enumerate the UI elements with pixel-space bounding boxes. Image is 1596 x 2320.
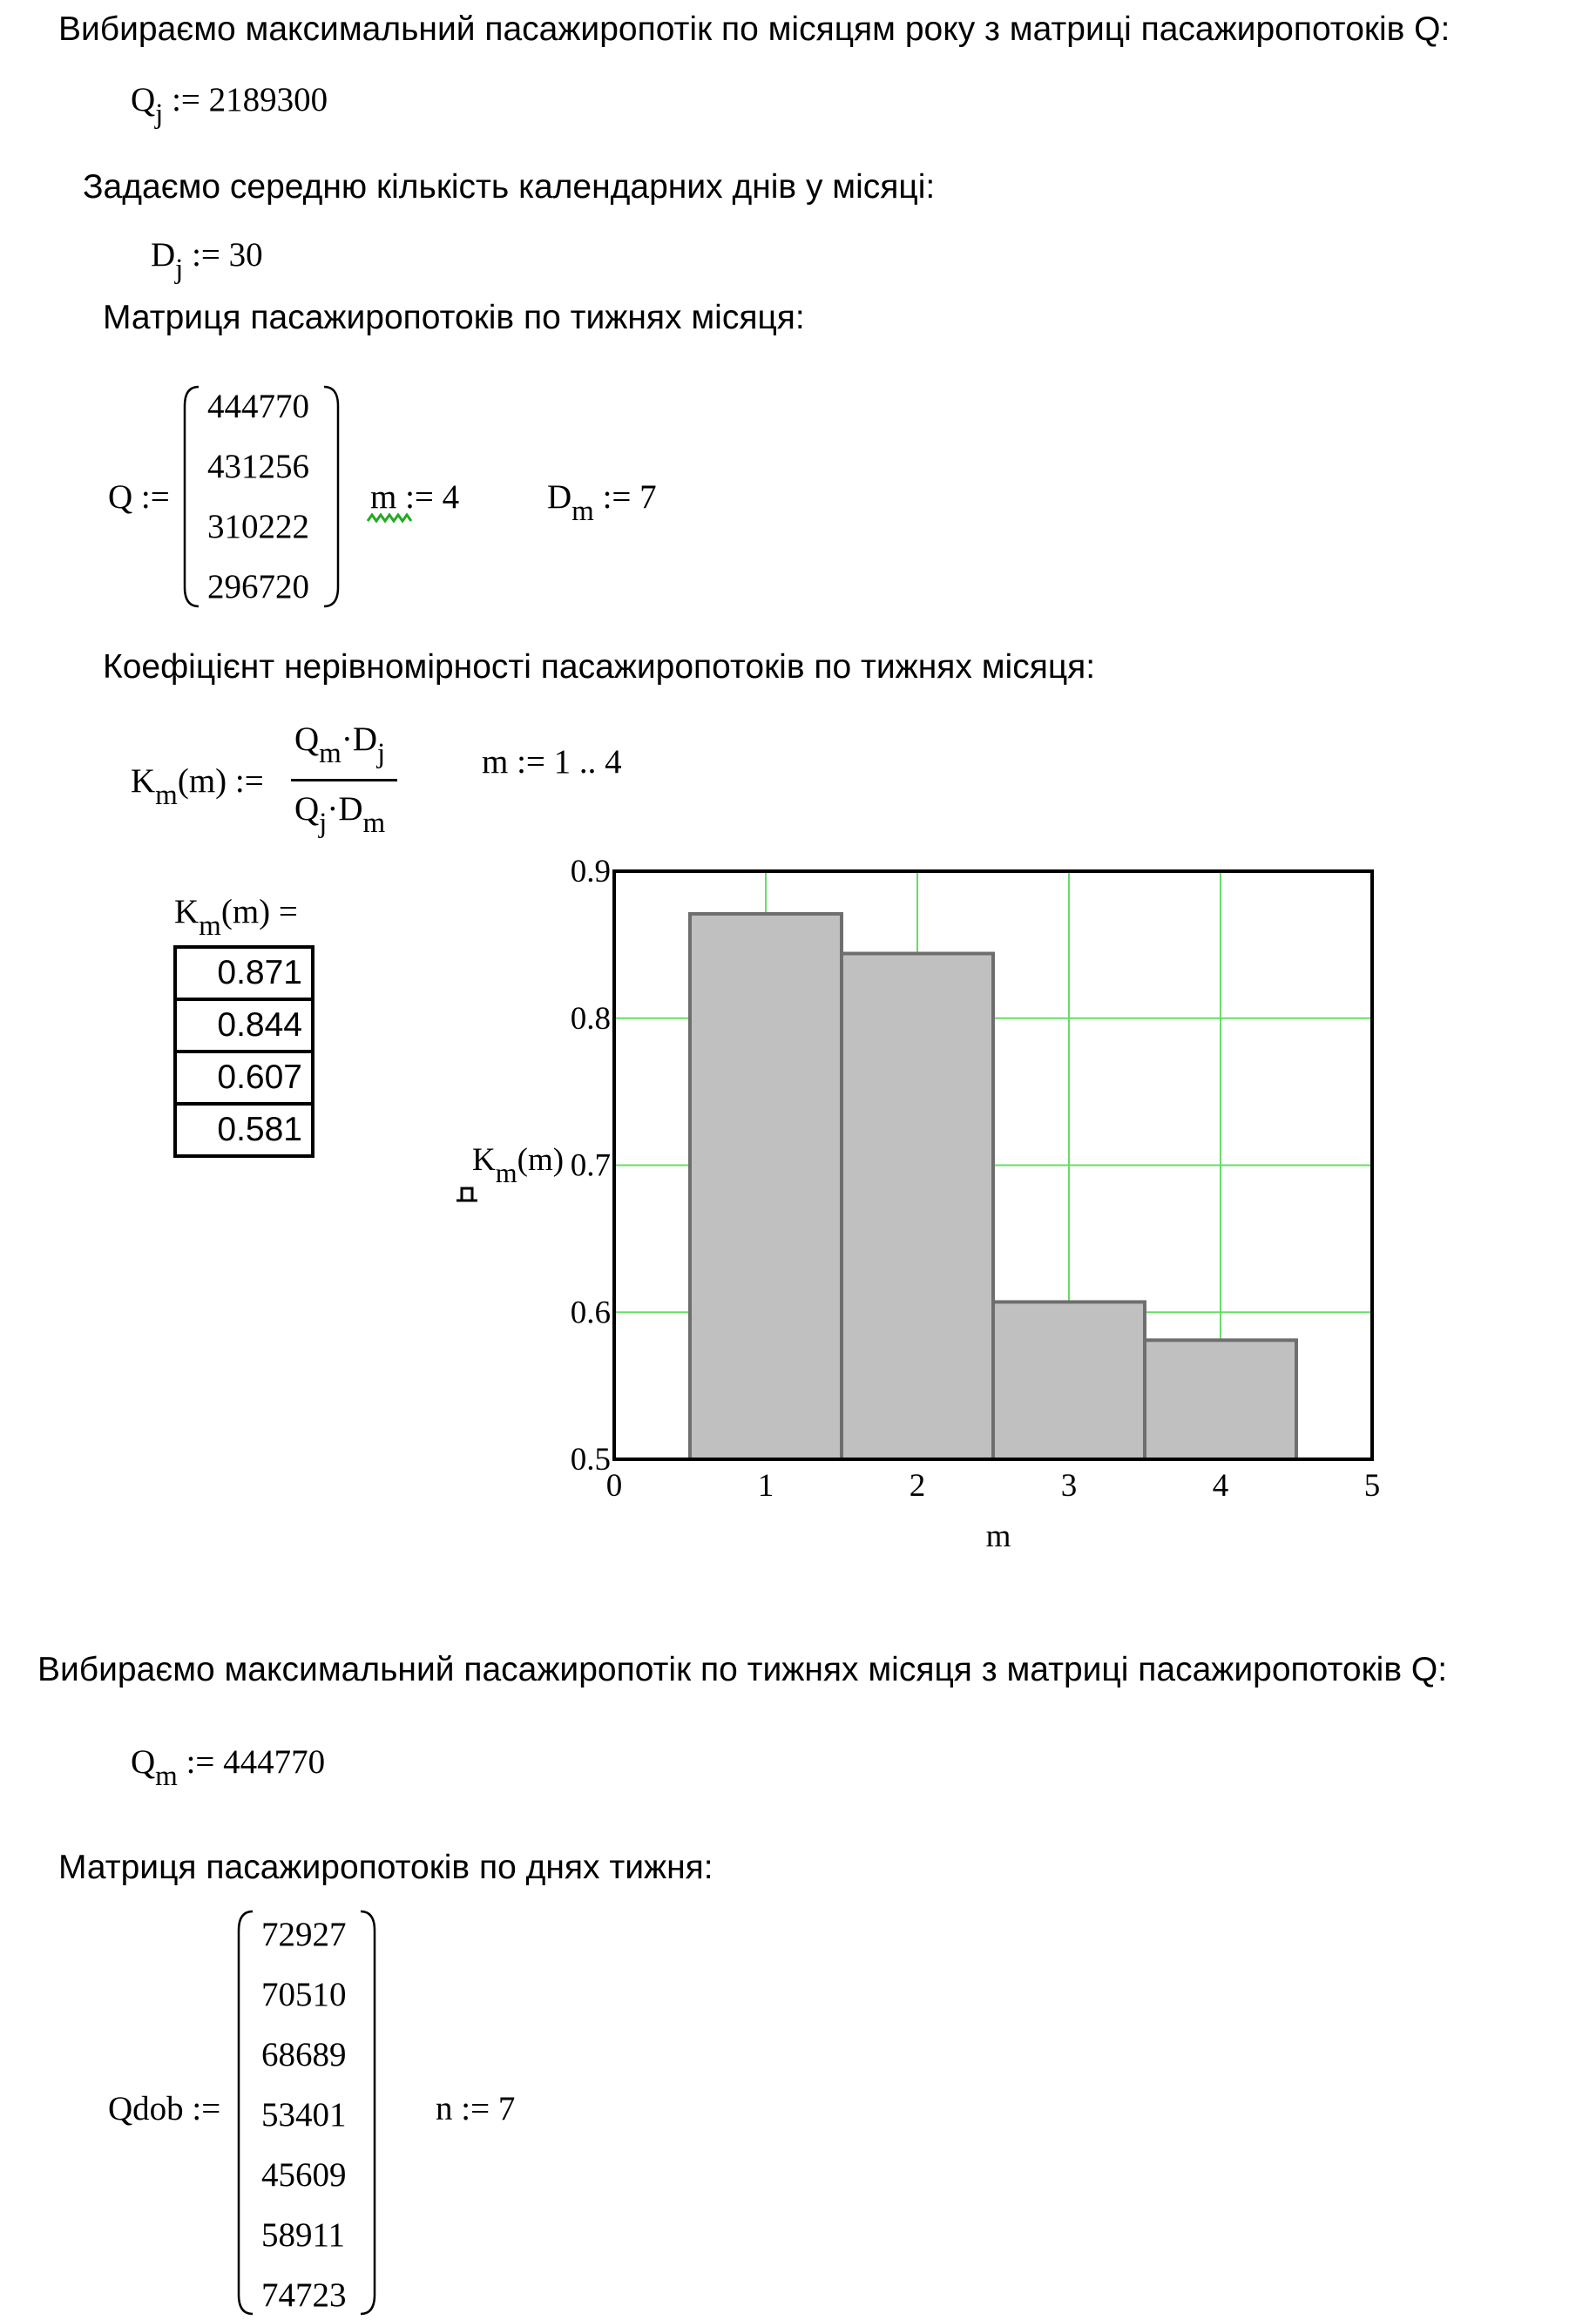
x-axis-label: m [985,1518,1011,1554]
km-definition-lhs [131,761,264,811]
qj-value: := 2189300 [172,81,328,118]
y-tick-label: 0.5 [570,1442,611,1478]
qdob-matrix-cell: 72927 [261,1916,347,1953]
y-axis-label-sub: m [495,1157,517,1188]
chart-bar [842,954,993,1460]
qj-assignment [131,80,328,130]
km-subscript: m [155,780,178,811]
y-tick-label: 0.8 [570,1000,611,1037]
heading-weekly-matrix: Матриця пасажиропотоків по тижнях місяця: [103,299,805,336]
dj-value: := 30 [192,236,263,274]
den-q-sub: j [319,808,328,839]
y-axis-label-name: K [472,1142,496,1178]
heading-avg-days: Задаємо середню кількість календарних днів у місяці: [83,168,936,206]
num-d: ·D [341,720,377,758]
y-tick-label: 0.7 [570,1147,611,1184]
fraction-denominator [294,789,386,839]
m-value: := 4 [405,478,460,516]
den-d-sub: m [362,808,386,839]
x-tick-label: 1 [757,1468,774,1504]
table-row [175,947,313,999]
qdob-matrix-cell: 68689 [261,2036,347,2073]
q-matrix-cell: 296720 [207,568,309,605]
heading-max-weekly-flow: Вибираємо максимальний пасажиропотік по тижнях місяця з матриці пасажиропотоків Q: [37,1651,1448,1688]
qdob-matrix-lhs: Qdob := [108,2090,221,2127]
y-tick-labels [571,854,611,1478]
q-matrix-cell: 431256 [207,448,309,485]
qdob-matrix-cell: 58911 [261,2216,346,2254]
table-cell: 0.607 [175,1052,313,1104]
placeholder-marker-icon [456,1188,477,1201]
den-q: Q [294,790,320,828]
qm-subscript: m [155,1761,178,1792]
qj-name: Q [131,81,156,118]
table-cell: 0.844 [175,999,313,1052]
dj-name: D [151,236,176,274]
chart-bar [993,1302,1145,1459]
table-row [175,999,313,1052]
chart-bar [1145,1340,1296,1459]
km-results-table [173,945,314,1158]
x-tick-labels [606,1468,1381,1504]
q-matrix-cell: 444770 [207,388,309,425]
num-q-sub: m [319,738,342,769]
table-row [175,1104,313,1156]
qm-assignment [131,1742,326,1792]
range-definition: m := 1 .. 4 [482,743,622,781]
y-axis-label-arg: (m) [517,1142,565,1178]
dj-assignment [151,235,263,285]
km-eval-rest: (m) = [220,893,298,930]
km-eval-sub: m [199,910,221,942]
heading-daily-matrix: Матриця пасажиропотоків по днях тижня: [58,1849,713,1886]
x-tick-label: 5 [1363,1468,1381,1504]
qm-name: Q [131,1743,156,1781]
y-tick-label: 0.6 [570,1295,611,1331]
q-matrix-lhs: Q := [108,478,170,516]
km-arg: (m) := [177,762,264,800]
dm-assignment [547,477,657,527]
dm-name: D [547,478,572,516]
qdob-matrix-cell: 74723 [261,2276,347,2314]
x-tick-label: 4 [1212,1468,1229,1504]
num-q: Q [294,720,320,758]
q-matrix-cell: 310222 [207,508,309,545]
x-tick-label: 0 [605,1468,623,1504]
fraction-bar [291,779,397,781]
dm-value: := 7 [602,478,657,516]
y-axis-label [472,1142,564,1188]
x-tick-label: 3 [1060,1468,1078,1504]
qdob-matrix-cell: 45609 [261,2156,347,2194]
qdob-matrix-cell: 70510 [261,1976,347,2013]
qm-value: := 444770 [186,1743,326,1781]
fraction-numerator [294,720,386,769]
km-eval-name: K [174,893,200,930]
km-bar-chart [453,854,1420,1577]
y-tick-label: 0.9 [570,854,611,889]
x-tick-label: 2 [909,1468,926,1504]
heading-unevenness-coefficient: Коефіцієнт нерівномірності пасажиропотоків по тижнях місяця: [103,648,1096,686]
qdob-matrix [237,1908,376,2317]
warning-squiggle-icon [366,512,415,524]
chart-bar [690,914,842,1459]
m-name: m [370,478,397,516]
qdob-matrix-cell: 53401 [261,2096,347,2134]
chart-bars [690,914,1296,1459]
table-cell: 0.581 [175,1104,313,1156]
dm-subscript: m [571,496,594,527]
table-row [175,1052,313,1104]
num-d-sub: j [377,738,386,769]
km-name: K [131,762,156,800]
dj-subscript: j [175,254,184,285]
qj-subscript: j [155,98,164,130]
q-matrix [183,383,340,610]
m-assignment [370,477,459,517]
km-evaluation-label [174,892,298,942]
den-d: ·D [327,790,363,828]
heading-max-monthly-flow: Вибираємо максимальний пасажиропотік по місяцям року з матриці пасажиропотоків Q: [58,10,1451,48]
n-assignment: n := 7 [436,2090,516,2127]
table-cell: 0.871 [175,947,313,999]
